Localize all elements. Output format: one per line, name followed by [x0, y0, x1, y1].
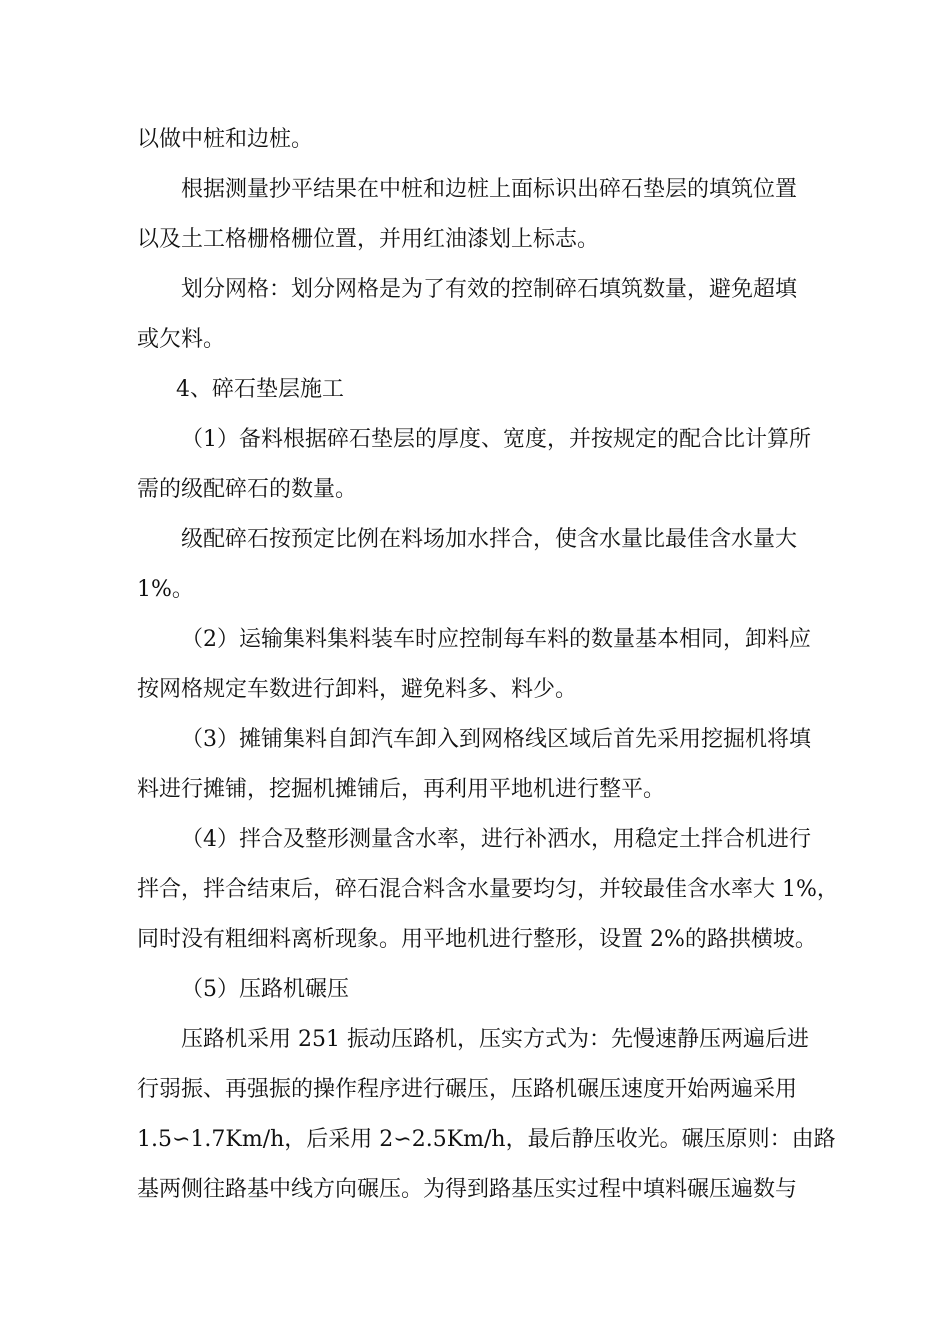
text-line-19: 压路机采用 251 振动压路机，压实方式为：先慢速静压两遍后进 — [181, 1027, 809, 1052]
text-line-20: 行弱振、再强振的操作程序进行碾压，压路机碾压速度开始两遍采用 — [137, 1077, 798, 1102]
text-line-10: 1%。 — [137, 577, 194, 602]
text-line-1: 以做中桩和边桩。 — [137, 127, 314, 152]
text-line-7: （1）备料根据碎石垫层的厚度、宽度，并按规定的配合比计算所 — [181, 427, 811, 452]
text-line-12: 按网格规定车数进行卸料，避免料多、料少。 — [137, 677, 578, 702]
section-heading: 4、碎石垫层施工 — [176, 377, 344, 402]
text-line-15: （4）拌合及整形测量含水率，进行补洒水，用稳定土拌合机进行 — [181, 827, 811, 852]
text-line-21: 1.5∽1.7Km/h，后采用 2∽2.5Km/h，最后静压收光。碾压原则：由路 — [137, 1127, 836, 1152]
text-line-5: 或欠料。 — [137, 327, 226, 352]
text-line-22: 基两侧往路基中线方向碾压。为得到路基压实过程中填料碾压遍数与 — [137, 1177, 798, 1202]
text-line-11: （2）运输集料集料装车时应控制每车料的数量基本相同，卸料应 — [181, 627, 811, 652]
text-line-8: 需的级配碎石的数量。 — [137, 477, 358, 502]
subheading-5: （5）压路机碾压 — [181, 977, 349, 1002]
text-line-9: 级配碎石按预定比例在料场加水拌合，使含水量比最佳含水量大 — [181, 527, 798, 552]
text-line-13: （3）摊铺集料自卸汽车卸入到网格线区域后首先采用挖掘机将填 — [181, 727, 811, 752]
text-line-4: 划分网格：划分网格是为了有效的控制碎石填筑数量，避免超填 — [181, 277, 798, 302]
text-line-3: 以及土工格栅格栅位置，并用红油漆划上标志。 — [137, 227, 600, 252]
text-line-14: 料进行摊铺，挖掘机摊铺后，再利用平地机进行整平。 — [137, 777, 666, 802]
text-line-16: 拌合，拌合结束后，碎石混合料含水量要均匀，并较最佳含水率大 1%， — [137, 877, 839, 902]
text-line-17: 同时没有粗细料离析现象。用平地机进行整形，设置 2%的路拱横坡。 — [137, 927, 817, 952]
text-line-2: 根据测量抄平结果在中桩和边桩上面标识出碎石垫层的填筑位置 — [181, 177, 798, 202]
